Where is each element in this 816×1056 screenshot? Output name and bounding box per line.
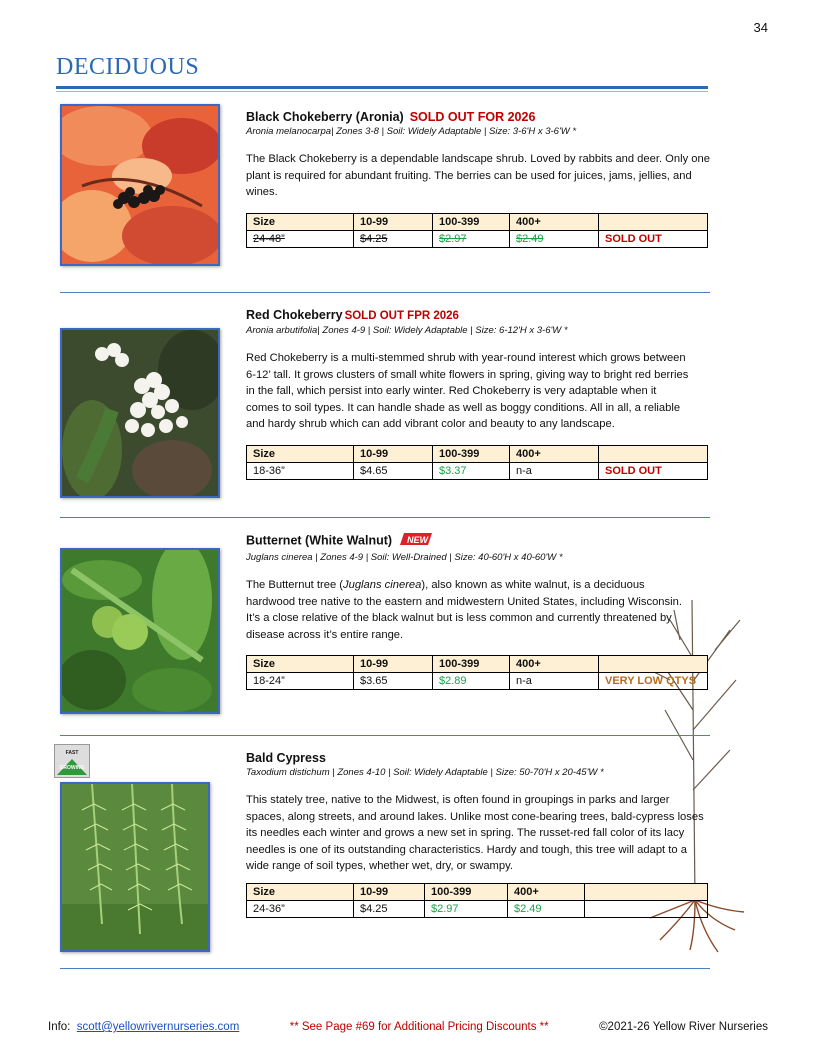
header-size: Size xyxy=(247,656,354,673)
product-title: Black Chokeberry (Aronia) xyxy=(246,110,404,124)
product-name xyxy=(246,307,710,324)
product-bald-cypress xyxy=(246,750,710,918)
header-status xyxy=(599,445,708,462)
price-row xyxy=(247,900,708,917)
copyright: ©2021-26 Yellow River Nurseries xyxy=(599,1021,768,1033)
description-part: The Butternut tree ( xyxy=(246,579,344,591)
price-tier-2: $2.97 xyxy=(425,900,508,917)
product-separator xyxy=(60,735,710,736)
price-header-row xyxy=(247,213,708,230)
section-title: DECIDUOUS xyxy=(56,54,200,80)
price-header-row xyxy=(247,445,708,462)
sold-out-status: SOLD OUT FOR 2026 xyxy=(409,110,536,124)
product-name: Bald Cypress xyxy=(246,751,326,765)
price-table xyxy=(246,445,708,480)
availability-cell: SOLD OUT xyxy=(599,230,708,247)
product-subtitle: Aronia melanocarpa| Zones 3-8 | Soil: Widely Adaptable | Size: 3-6'H x 3-6'W * xyxy=(246,126,577,137)
new-badge-text: NEW xyxy=(407,535,429,545)
price-table xyxy=(246,213,708,248)
price-tier-2: $2.89 xyxy=(433,673,510,690)
product-butternut xyxy=(246,531,710,690)
price-header-row xyxy=(247,656,708,673)
header-tier-2: 100-399 xyxy=(433,445,510,462)
new-badge-icon xyxy=(398,531,434,551)
description-part: ), also known as white walnut, is a deciduous hardwood tree native to the eastern and midwestern United States, including Wisconsin. It’s a close relative of the black walnut but is less common and currently threatened by disease across it’s entire range. xyxy=(246,579,682,641)
product-description: The Black Chokeberry is a dependable landscape shrub. Loved by rabbits and deer. Only one plant is required for abundant fruiting. The berries can be used for juices, jams, jellies, and wines. xyxy=(246,153,710,198)
header-tier-2: 100-399 xyxy=(433,656,510,673)
product-black-chokeberry xyxy=(246,109,710,248)
price-table xyxy=(246,655,708,690)
price-tier-3: $2.49 xyxy=(510,230,599,247)
page-footer xyxy=(48,1021,768,1033)
product-name xyxy=(246,109,710,125)
header-tier-2: 100-399 xyxy=(425,883,508,900)
price-tier-2: $3.37 xyxy=(433,462,510,479)
header-tier-3: 400+ xyxy=(510,213,599,230)
availability-cell xyxy=(585,900,708,917)
header-status xyxy=(599,656,708,673)
size-cell: 18-24” xyxy=(247,673,354,690)
price-header-row xyxy=(247,883,708,900)
price-row xyxy=(247,462,708,479)
price-tier-3: n-a xyxy=(510,462,599,479)
product-name xyxy=(246,531,710,551)
price-table xyxy=(246,883,708,918)
price-row xyxy=(247,673,708,690)
price-row xyxy=(247,230,708,247)
black-chokeberry-photo xyxy=(60,104,220,266)
product-description: Red Chokeberry is a multi-stemmed shrub with year-round interest which grows between 6-12’ tall. It grows clusters of small white flowers in spring, giving way to bright red berries in the fall, which persist into early winter. Red Chokeberry is very adaptable when it comes to soil types. It can handle shade as well as boggy conditions. All in all, a reliable and hardy shrub which can add vibrant color and beauty to any landscape. xyxy=(246,352,689,430)
price-tier-1: $4.25 xyxy=(354,900,425,917)
product-subtitle: Aronia arbutifolia| Zones 4-9 | Soil: Widely Adaptable | Size: 6-12'H x 3-6'W * xyxy=(246,325,568,336)
product-subtitle: Taxodium distichum | Zones 4-10 | Soil: Widely Adaptable | Size: 50-70'H x 20-45'W * xyxy=(246,767,604,778)
header-tier-3: 400+ xyxy=(510,445,599,462)
red-chokeberry-photo xyxy=(60,328,220,498)
title-rule-thin xyxy=(56,91,708,92)
availability-cell: SOLD OUT xyxy=(599,462,708,479)
svg-text:FAST: FAST xyxy=(65,750,79,756)
header-tier-3: 400+ xyxy=(510,656,599,673)
availability-cell: VERY LOW QTYS xyxy=(599,673,708,690)
product-separator xyxy=(60,968,710,969)
footer-info xyxy=(48,1021,239,1033)
title-rule xyxy=(56,86,708,89)
header-tier-3: 400+ xyxy=(508,883,585,900)
header-size: Size xyxy=(247,213,354,230)
bald-cypress-photo xyxy=(60,782,210,952)
product-separator xyxy=(60,292,710,293)
header-size: Size xyxy=(247,445,354,462)
header-tier-1: 10-99 xyxy=(354,656,433,673)
price-tier-3: $2.49 xyxy=(508,900,585,917)
product-title: Red Chokeberry xyxy=(246,308,343,322)
header-size: Size xyxy=(247,883,354,900)
product-subtitle: Juglans cinerea | Zones 4-9 | Soil: Well-Drained | Size: 40-60'H x 40-60'W * xyxy=(246,552,563,563)
header-tier-2: 100-399 xyxy=(433,213,510,230)
price-tier-3: n-a xyxy=(510,673,599,690)
price-tier-1: $3.65 xyxy=(354,673,433,690)
svg-text:GROWING: GROWING xyxy=(59,765,85,771)
product-description xyxy=(246,577,686,643)
header-tier-1: 10-99 xyxy=(354,445,433,462)
header-tier-1: 10-99 xyxy=(354,213,433,230)
price-tier-1: $4.25 xyxy=(354,230,433,247)
price-tier-2: $2.97 xyxy=(433,230,510,247)
product-separator xyxy=(60,517,710,518)
header-tier-1: 10-99 xyxy=(354,883,425,900)
butternut-photo xyxy=(60,548,220,714)
price-tier-1: $4.65 xyxy=(354,462,433,479)
fast-growing-badge-icon xyxy=(54,744,90,778)
header-status xyxy=(599,213,708,230)
product-description: This stately tree, native to the Midwest, is often found in groupings in parks and larger spaces, along streets, and around lakes. Unlike most cone-bearing trees, bald-cypress loses its needles each winter and grows a new set in spring. The russet-red fall color of its lacy needles is one of its outstanding characteristics. Hardy and tough, this tree will adapt to a wide range of soil types, whether wet, dry, or swampy. xyxy=(246,794,704,872)
description-italic: Juglans cinerea xyxy=(343,579,422,591)
email-link[interactable]: scott@yellowrivernurseries.com xyxy=(76,1021,240,1033)
info-label: Info: xyxy=(48,1021,71,1033)
sold-out-status: SOLD OUT FPR 2026 xyxy=(344,310,459,322)
product-title: Butternet (White Walnut) xyxy=(246,533,393,548)
size-cell: 24-36” xyxy=(247,900,354,917)
size-cell: 18-36” xyxy=(247,462,354,479)
size-cell: 24-48” xyxy=(247,230,354,247)
pricing-discount-note: ** See Page #69 for Additional Pricing Discounts ** xyxy=(289,1021,549,1033)
page-number: 34 xyxy=(753,20,768,35)
product-red-chokeberry xyxy=(246,307,710,480)
header-status xyxy=(585,883,708,900)
